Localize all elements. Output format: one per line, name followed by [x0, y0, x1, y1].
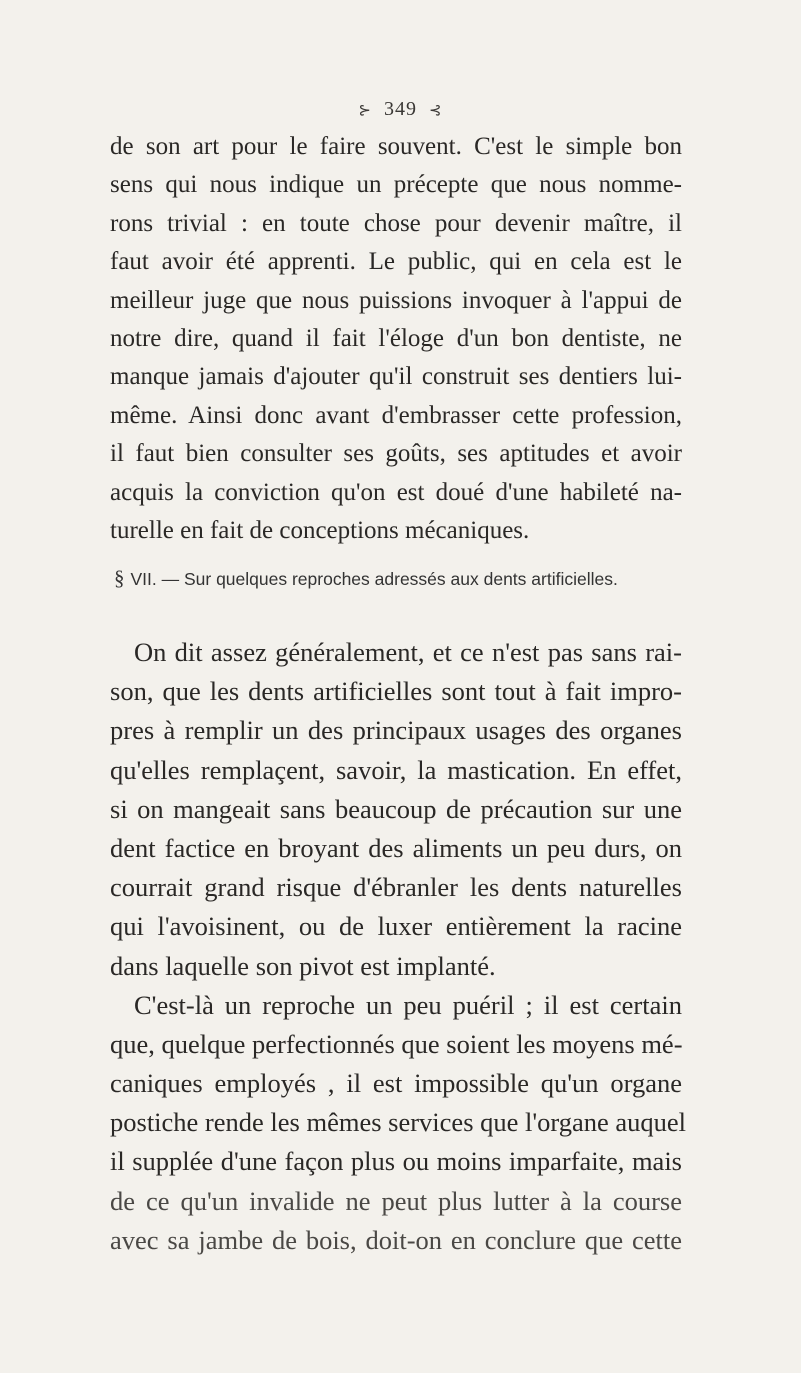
text-line: pres à remplir un des principaux usages des organes [110, 715, 682, 746]
text-line: même. Ainsi donc avant d'embrasser cette profession, [110, 401, 682, 429]
text-line: C'est-là un reproche un peu puéril ; il est certain [134, 989, 682, 1020]
text-line: son, que les dents artificielles sont tout à fait impro- [110, 676, 682, 707]
text-line: postiche rende les mêmes services que l'organe auquel [110, 1107, 687, 1138]
page-number: 349 [384, 98, 417, 120]
text-line: notre dire, quand il fait l'éloge d'un bon dentiste, ne [110, 324, 682, 352]
text-line: caniques employés , il est impossible qu'un organe [110, 1068, 682, 1099]
text-line: manque jamais d'ajouter qu'il construit ses dentiers lui- [110, 363, 682, 391]
page-header [0, 98, 801, 121]
text-line: acquis la conviction qu'on est doué d'une habileté na- [110, 478, 682, 506]
right-ornament-icon: ⊰ [429, 102, 443, 119]
text-line: courrait grand risque d'ébranler les dents naturelles [110, 872, 682, 903]
text-line: qu'elles remplaçent, savoir, la mastication. En effet, [110, 754, 682, 785]
section-body [110, 633, 687, 1260]
text-line: dans laquelle son pivot est implanté. [110, 950, 496, 981]
paragraph-continuation [110, 128, 682, 550]
text-line: turelle en fait de conceptions mécaniques. [110, 516, 530, 544]
text-line: rons trivial : en toute chose pour devenir maître, il [110, 209, 682, 237]
section-heading-text: VII. — Sur quelques reproches adressés aux dents artificielles. [130, 569, 618, 589]
text-line: sens qui nous indique un précepte que nous nomme- [110, 171, 682, 199]
text-line: il supplée d'une façon plus ou moins imparfaite, mais [110, 1146, 682, 1177]
text-line: On dit assez généralement, et ce n'est pas sans rai- [134, 637, 682, 667]
text-line: dent factice en broyant des aliments un peu durs, on [110, 832, 682, 863]
section-symbol: § [114, 566, 125, 590]
text-line: qui l'avoisinent, ou de luxer entièrement la racine [110, 911, 682, 942]
text-line: de son art pour le faire souvent. C'est le simple bon [110, 133, 682, 160]
text-line: faut avoir été apprenti. Le public, qui en cela est le [110, 248, 682, 276]
section-heading [114, 566, 694, 591]
text-line: si on mangeait sans beaucoup de précaution sur une [110, 793, 682, 824]
text-line: avec sa jambe de bois, doit-on en conclure que cette [110, 1224, 682, 1255]
text-line: de ce qu'un invalide ne peut plus lutter à la course [110, 1185, 682, 1216]
text-line: il faut bien consulter ses goûts, ses aptitudes et avoir [110, 440, 682, 468]
text-line: que, quelque perfectionnés que soient les moyens mé- [110, 1028, 683, 1059]
left-ornament-icon: ⊱ [358, 102, 372, 119]
text-line: meilleur juge que nous puissions invoquer à l'appui de [110, 286, 682, 314]
